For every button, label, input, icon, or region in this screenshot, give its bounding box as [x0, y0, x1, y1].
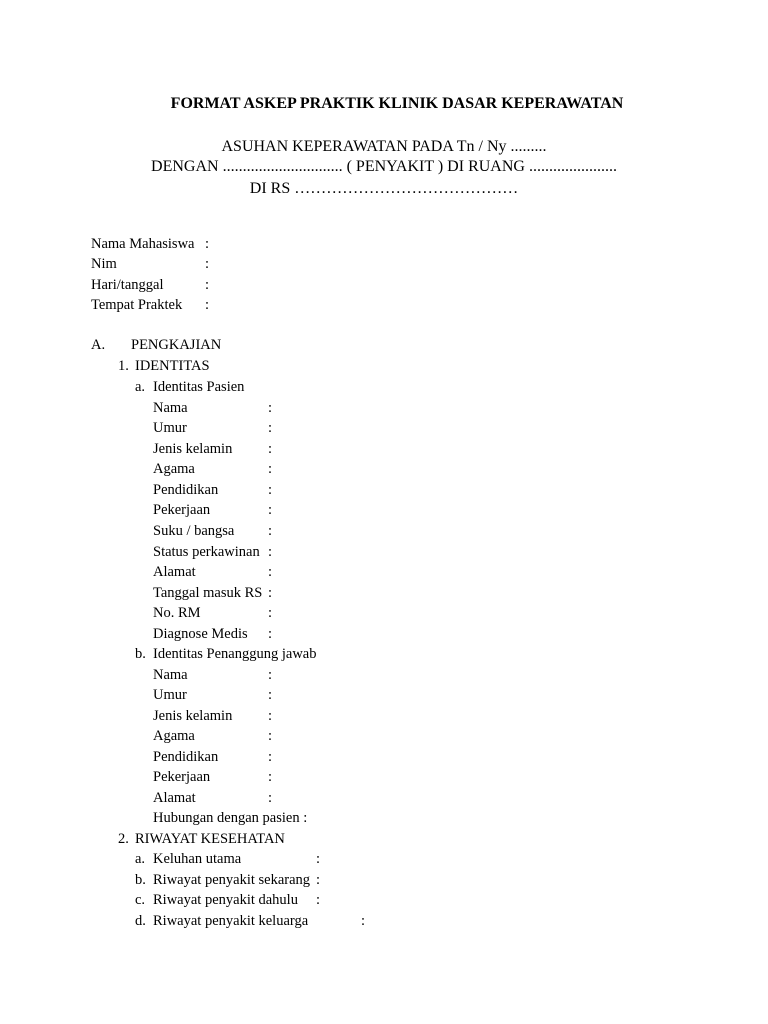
field-colon: :: [268, 461, 273, 477]
item-title: RIWAYAT KESEHATAN: [135, 831, 285, 847]
field-label: Agama: [153, 728, 195, 744]
field-label: Umur: [153, 420, 187, 436]
sub-title: Identitas Penanggung jawab: [153, 646, 317, 662]
field-colon: :: [205, 256, 210, 272]
field-colon: :: [268, 769, 273, 785]
sub-marker: a.: [135, 379, 146, 395]
field-label: Status perkawinan: [153, 544, 260, 560]
history-label: Riwayat penyakit dahulu: [153, 892, 298, 908]
field-colon: :: [268, 564, 273, 580]
field-label: No. RM: [153, 605, 201, 621]
field-colon: :: [268, 626, 273, 642]
sub-marker: c.: [135, 892, 146, 908]
field-colon: :: [268, 441, 273, 457]
history-label: Riwayat penyakit sekarang: [153, 872, 311, 888]
field-colon: :: [268, 482, 273, 498]
field-colon: :: [205, 277, 210, 293]
document-title: FORMAT ASKEP PRAKTIK KLINIK DASAR KEPERAWATAN: [170, 95, 624, 112]
field-label: Nama: [153, 667, 188, 683]
field-label: Umur: [153, 687, 187, 703]
subtitle-line-1: ASUHAN KEPERAWATAN PADA Tn / Ny .........: [221, 138, 547, 155]
field-label: Pekerjaan: [153, 502, 211, 518]
field-label: Jenis kelamin: [153, 708, 233, 724]
field-label: Alamat: [153, 790, 196, 806]
field-colon: :: [205, 236, 210, 252]
field-label: Agama: [153, 461, 195, 477]
field-colon: :: [268, 400, 273, 416]
field-label: Tanggal masuk RS: [153, 585, 263, 601]
field-colon: :: [316, 892, 321, 908]
sub-marker: b.: [135, 646, 146, 662]
field-colon: :: [268, 687, 273, 703]
relation-field: Hubungan dengan pasien :: [153, 810, 308, 826]
sub-title: Identitas Pasien: [153, 379, 245, 395]
section-marker: A.: [91, 337, 106, 353]
field-label: Nama Mahasiswa: [91, 236, 195, 252]
field-label: Nim: [91, 256, 117, 272]
field-colon: :: [268, 667, 273, 683]
history-label: Riwayat penyakit keluarga: [153, 913, 309, 929]
field-label: Tempat Praktek: [91, 297, 183, 313]
field-colon: :: [316, 872, 321, 888]
history-label: Keluhan utama: [153, 851, 242, 867]
field-colon: :: [316, 851, 321, 867]
field-colon: :: [268, 790, 273, 806]
field-colon: :: [268, 420, 273, 436]
item-marker: 2.: [118, 831, 129, 847]
field-colon: :: [268, 749, 273, 765]
sub-marker: d.: [135, 913, 146, 929]
item-marker: 1.: [118, 358, 129, 374]
field-colon: :: [268, 544, 273, 560]
field-colon: :: [205, 297, 210, 313]
field-colon: :: [268, 523, 273, 539]
field-colon: :: [361, 913, 366, 929]
sub-marker: a.: [135, 851, 146, 867]
subtitle-line-2: DENGAN .............................. ( PENYAKIT ) DI RUANG ......................: [151, 158, 617, 175]
section-title: PENGKAJIAN: [131, 337, 222, 353]
field-label: Hari/tanggal: [91, 277, 164, 293]
field-label: Pekerjaan: [153, 769, 211, 785]
field-label: Jenis kelamin: [153, 441, 233, 457]
field-colon: :: [268, 605, 273, 621]
field-colon: :: [268, 728, 273, 744]
field-colon: :: [268, 585, 273, 601]
field-label: Nama: [153, 400, 188, 416]
field-label: Pendidikan: [153, 482, 219, 498]
field-label: Diagnose Medis: [153, 626, 248, 642]
subtitle-line-3: DI RS ……………………………………: [249, 180, 519, 197]
sub-marker: b.: [135, 872, 146, 888]
field-colon: :: [268, 708, 273, 724]
item-title: IDENTITAS: [135, 358, 210, 374]
field-label: Suku / bangsa: [153, 523, 235, 539]
field-label: Alamat: [153, 564, 196, 580]
field-colon: :: [268, 502, 273, 518]
field-label: Pendidikan: [153, 749, 219, 765]
